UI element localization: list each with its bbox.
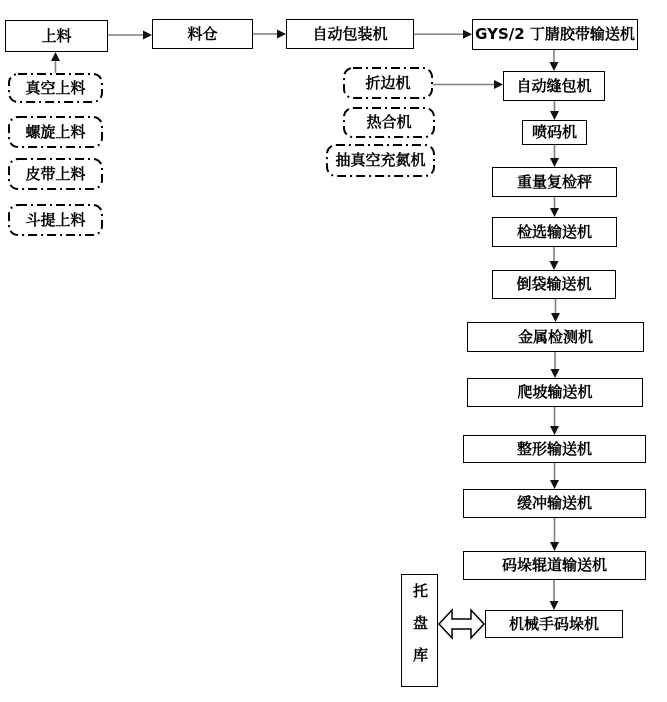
node-buffer-conveyor bbox=[463, 489, 646, 518]
node-label: 检选输送机 bbox=[516, 222, 592, 241]
node-loading bbox=[5, 20, 108, 52]
node-label: 机械手码垛机 bbox=[508, 614, 599, 633]
node-label: 自动缝包机 bbox=[516, 76, 592, 95]
node-label: 皮带上料 bbox=[25, 164, 86, 183]
arrow-edge-folder-to-auto-bag-sewing-head bbox=[494, 80, 503, 89]
node-label: GYS/2 丁腈胶带输送机 bbox=[475, 25, 635, 43]
arrow-shaping-conveyor-to-buffer-conveyor-head bbox=[550, 480, 559, 489]
node-palletizing-roller-conveyor bbox=[463, 551, 646, 580]
node-label: 真空上料 bbox=[25, 78, 86, 97]
arrow-vacuum-loading-to-loading-head bbox=[51, 52, 60, 61]
node-screw-loading bbox=[8, 116, 103, 148]
node-silo bbox=[152, 19, 253, 49]
node-label: 折边机 bbox=[365, 73, 411, 92]
arrow-sorting-conveyor-to-bag-turning-conveyor-head bbox=[550, 261, 559, 270]
node-sorting-conveyor bbox=[492, 217, 617, 247]
node-label: 爬坡输送机 bbox=[517, 383, 593, 401]
node-vacuum-nitrogen-filler bbox=[326, 144, 435, 177]
node-bucket-loading bbox=[8, 204, 103, 236]
node-label: 托盘库 bbox=[411, 582, 429, 679]
node-label: 螺旋上料 bbox=[25, 122, 86, 141]
node-label: 热合机 bbox=[366, 113, 412, 131]
node-label: 缓冲输送机 bbox=[516, 494, 592, 512]
node-vacuum-loading bbox=[8, 73, 103, 103]
node-label: 整形输送机 bbox=[516, 439, 592, 458]
node-pallet-warehouse bbox=[401, 574, 438, 687]
arrow-checkweigher-to-sorting-conveyor-head bbox=[550, 208, 559, 217]
arrow-palletizing-roller-conveyor-to-robot-palletizer-head bbox=[550, 601, 559, 610]
node-label: 自动包装机 bbox=[312, 24, 388, 43]
arrow-gys2-nitrile-belt-conveyor-to-auto-bag-sewing-head bbox=[550, 62, 559, 71]
node-label: 倒袋输送机 bbox=[516, 275, 592, 293]
arrow-loading-to-silo-head bbox=[143, 31, 152, 40]
arrow-silo-to-auto-packer-head bbox=[277, 30, 286, 39]
arrow-auto-packer-to-gys2-nitrile-belt-conveyor-head bbox=[463, 30, 472, 39]
node-label: 料仓 bbox=[187, 24, 218, 43]
node-checkweigher bbox=[492, 167, 617, 197]
arrow-bag-turning-conveyor-to-metal-detector-head bbox=[551, 313, 560, 322]
node-shaping-conveyor bbox=[463, 435, 646, 463]
arrow-auto-bag-sewing-to-inkjet-coder-head bbox=[550, 111, 559, 120]
node-label: 金属检测机 bbox=[517, 327, 593, 346]
arrow-pallet-warehouse-to-robot-palletizer bbox=[439, 610, 484, 638]
arrow-metal-detector-to-incline-conveyor-head bbox=[551, 369, 560, 378]
node-label: 上料 bbox=[41, 26, 72, 45]
node-label: 重量复检秤 bbox=[516, 172, 592, 191]
node-label: 码垛辊道输送机 bbox=[501, 556, 607, 574]
node-label: 抽真空充氮机 bbox=[335, 151, 426, 169]
node-inkjet-coder bbox=[522, 120, 587, 145]
node-auto-bag-sewing bbox=[503, 71, 605, 101]
arrow-incline-conveyor-to-shaping-conveyor-head bbox=[550, 426, 559, 435]
node-belt-loading bbox=[8, 158, 103, 190]
node-edge-folder bbox=[343, 67, 433, 99]
node-auto-packer bbox=[286, 19, 414, 49]
arrow-buffer-conveyor-to-palletizing-roller-conveyor-head bbox=[550, 542, 559, 551]
node-incline-conveyor bbox=[467, 378, 643, 407]
arrow-inkjet-coder-to-checkweigher-head bbox=[550, 158, 559, 167]
node-bag-turning-conveyor bbox=[492, 270, 616, 299]
node-gys2-nitrile-belt-conveyor bbox=[472, 19, 638, 50]
node-label: 喷码机 bbox=[531, 123, 577, 141]
node-robot-palletizer bbox=[485, 610, 623, 638]
node-heat-sealer bbox=[343, 107, 435, 138]
node-label: 斗提上料 bbox=[25, 210, 86, 229]
node-metal-detector bbox=[467, 322, 644, 352]
